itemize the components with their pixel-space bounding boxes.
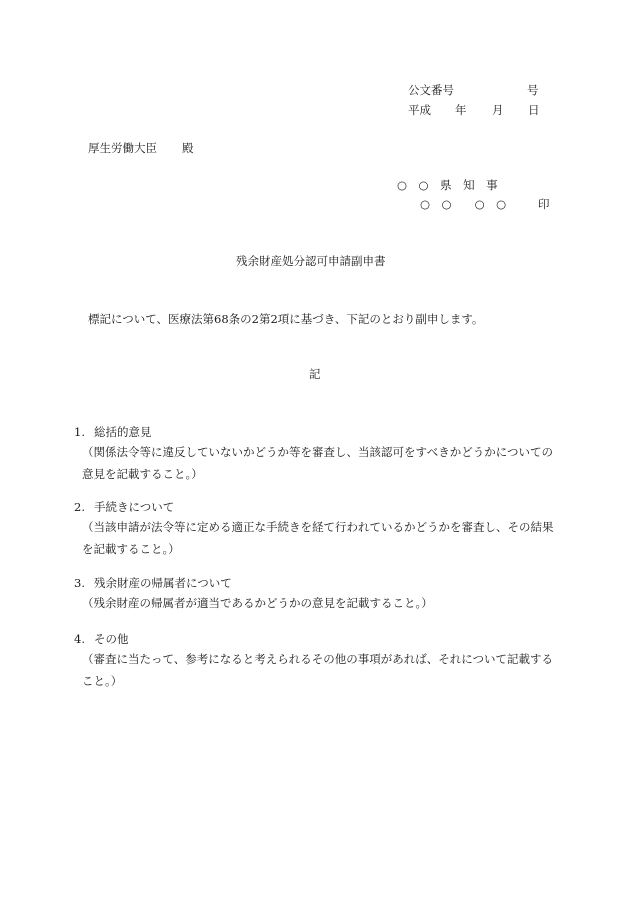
item-heading: 残余財産の帰属者について — [94, 576, 232, 590]
item-description: （当該申請が法令等に定める適正な手続きを経て行われているかどうかを審査し、その結果を記載すること。） — [82, 520, 554, 556]
document-title: 残余財産処分認可申請副申書 — [236, 254, 386, 268]
item-heading: 総括的意見 — [94, 425, 152, 439]
intro-paragraph: 標記について、医療法第68条の2第2項に基づき、下記のとおり副申します。 — [88, 312, 484, 326]
sender-name: ○ ○ ○ ○ — [420, 197, 507, 211]
item-number: 4. — [74, 632, 85, 646]
item-description: （関係法令等に違反していないかどうか等を審査し、当該認可をすべきかどうかについての意見を記載すること。） — [82, 445, 554, 481]
doc-number-suffix: 号 — [527, 83, 539, 97]
item-description: （残余財産の帰属者が適当であるかどうかの意見を記載すること。） — [82, 596, 433, 610]
date-day-unit: 日 — [528, 103, 540, 117]
date-month-unit: 月 — [492, 103, 504, 117]
ki-marker: 記 — [309, 367, 321, 381]
item-number: 3. — [74, 576, 85, 590]
item-number: 1. — [74, 425, 85, 439]
date-year-unit: 年 — [455, 103, 467, 117]
sender-title: ○ ○ 県 知 事 — [397, 178, 498, 192]
doc-number-label: 公文番号 — [408, 83, 454, 97]
date-era: 平成 — [408, 103, 431, 117]
addressee-honorific: 殿 — [182, 141, 194, 155]
item-heading: その他 — [94, 632, 129, 646]
item-heading: 手続きについて — [94, 500, 175, 514]
seal-mark: 印 — [538, 197, 550, 211]
item-number: 2. — [74, 500, 85, 514]
item-description: （審査に当たって、参考になると考えられるその他の事項があれば、それについて記載すること。） — [82, 652, 554, 688]
addressee-name: 厚生労働大臣 — [88, 141, 157, 155]
